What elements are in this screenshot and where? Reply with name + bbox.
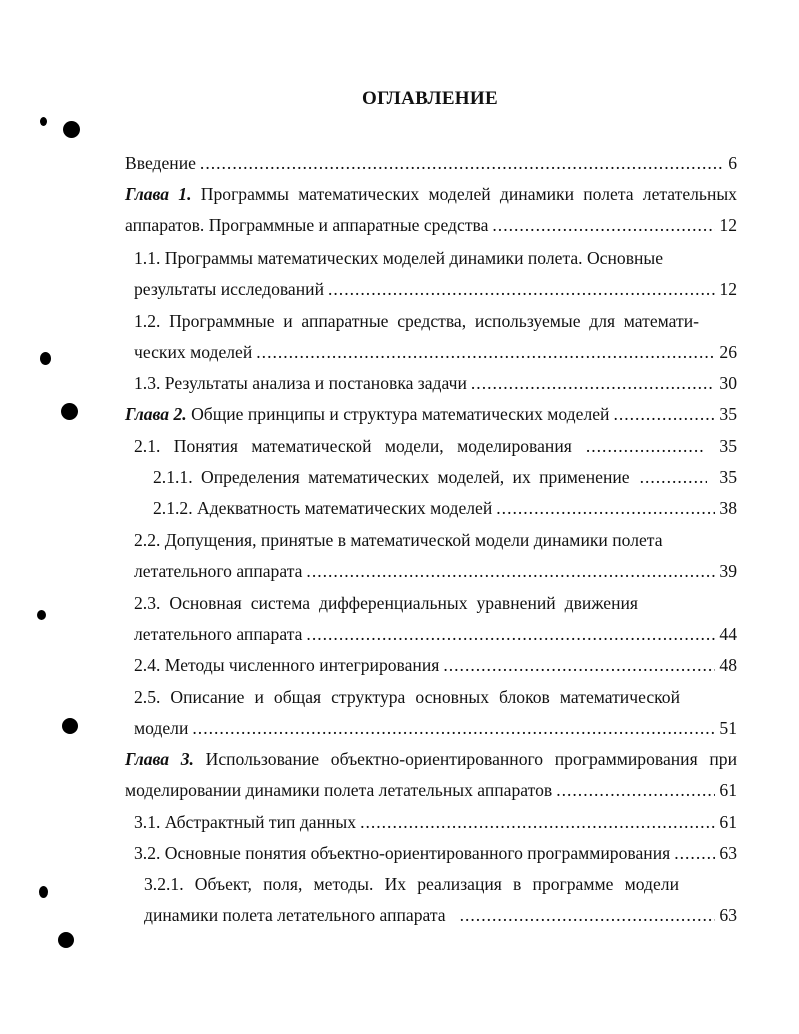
toc-ch2-page: 35 [719,404,737,424]
toc-2-2-line2: летательного аппарата ..... 39 [134,560,737,582]
toc-ch3-page: 61 [719,780,737,800]
binder-hole-2 [40,352,51,365]
toc-2-3-line1: 2.3. Основная система дифференциальных уравнений движения [134,593,638,613]
toc-2-1: 2.1. Понятия математической модели, моделирования ..... 35 [134,435,737,457]
toc-1-1-line2: результаты исследований ..... 12 [134,278,737,300]
toc-2-1-page: 35 [719,436,737,456]
toc-1-2-line1: 1.2. Программные и аппаратные средства, используемые для математи- [134,311,699,331]
toc-2-5-line2: модели ..... 51 [134,717,737,739]
toc-2-1-1: 2.1.1. Определения математических моделей, их применение ..... 35 [153,466,737,488]
toc-2-3-line2: летательного аппарата ..... 44 [134,623,737,645]
toc-2-4-page: 48 [719,655,737,675]
toc-ch3-chap: Глава 3. [125,749,194,769]
toc-ch1-line1: Глава 1. Программы математических моделей динамики полета летательных [125,184,737,204]
toc-2-1-1-page: 35 [719,467,737,487]
toc-2-3-page: 44 [719,624,737,644]
toc-ch2: Глава 2. Общие принципы и структура математических моделей ..... 35 [125,403,737,425]
toc-2-4: 2.4. Методы численного интегрирования ..... 48 [134,654,737,676]
toc-ch3-line2: моделировании динамики полета летательных аппаратов ..... 61 [125,779,737,801]
toc-3-2-page: 63 [719,843,737,863]
toc-ch1-line2: аппаратов. Программные и аппаратные средства ..... 12 [125,214,737,236]
binder-hole-3 [61,403,78,420]
toc-3-2-1-page: 63 [719,905,737,925]
toc-3-1-page: 61 [719,812,737,832]
toc-2-5-line1: 2.5. Описание и общая структура основных блоков математической [134,687,680,707]
toc-2-2-page: 39 [719,561,737,581]
toc-intro-label: Введение [125,153,196,173]
binder-hole-6 [39,886,48,898]
toc-1-2-line2: ческих моделей ..... 26 [134,341,737,363]
toc-2-1-2-page: 38 [719,498,737,518]
toc-ch1-chap: Глава 1. [125,184,192,204]
toc-ch2-chap: Глава 2. [125,404,187,424]
toc-2-1-2: 2.1.2. Адекватность математических моделей ..... 38 [153,497,737,519]
toc-1-2-page: 26 [719,342,737,362]
toc-3-2-1-line1: 3.2.1. Объект, поля, методы. Их реализация в программе модели [144,874,679,894]
scan-speck [40,117,47,126]
toc-ch1-page: 12 [719,215,737,235]
toc-intro-page: 6 [728,153,737,173]
toc-3-1: 3.1. Абстрактный тип данных ..... 61 [134,811,737,833]
toc-1-1-line1: 1.1. Программы математических моделей динамики полета. Основные [134,248,664,268]
toc-ch3-line1: Глава 3. Использование объектно-ориентированного программирования при [125,749,737,769]
binder-hole-1 [63,121,80,138]
toc-3-2: 3.2. Основные понятия объектно-ориентированного программирования ..... 63 [134,842,737,864]
binder-hole-4 [37,610,46,620]
toc-3-2-1-line2: динамики полета летательного аппарата ..... 63 [144,904,737,926]
toc-2-2-line1: 2.2. Допущения, принятые в математической модели динамики полета [134,530,663,550]
binder-hole-5 [62,718,78,734]
toc-1-3: 1.3. Результаты анализа и постановка задачи ..... 30 [134,372,737,394]
page-title: ОГЛАВЛЕНИЕ [362,88,498,109]
toc-1-1-page: 12 [719,279,737,299]
toc-1-3-page: 30 [719,373,737,393]
toc-2-5-page: 51 [719,718,737,738]
binder-hole-7 [58,932,74,948]
toc-intro [125,152,737,174]
